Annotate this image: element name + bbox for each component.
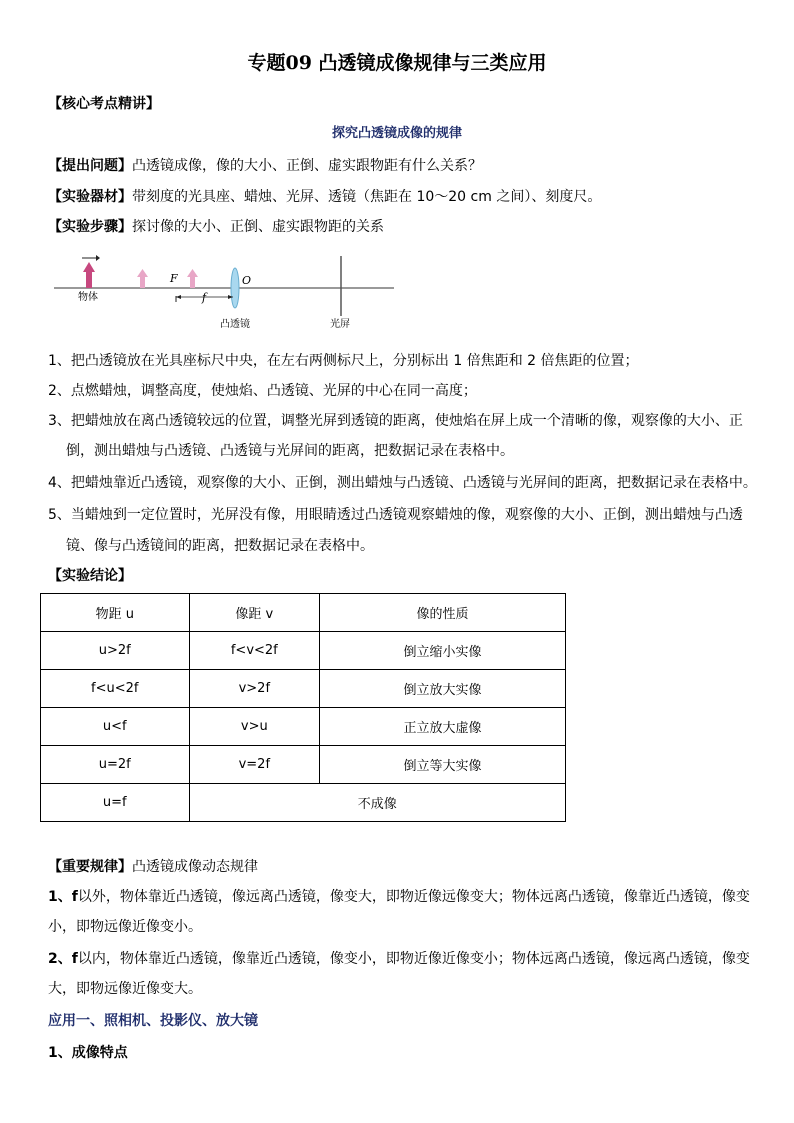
- imaging-rules-table: [40, 593, 566, 822]
- focal-length-label: f: [202, 291, 207, 304]
- table-cell: v>u: [189, 708, 320, 746]
- rule-1-prefix: 1、f: [48, 889, 78, 905]
- table-cell: v=2f: [189, 746, 320, 784]
- equipment-line: [48, 186, 601, 206]
- table-header-row: [41, 594, 566, 632]
- screen-label: 光屏: [330, 319, 350, 330]
- table-cell: u=2f: [41, 746, 190, 784]
- equipment-text: 带刻度的光具座、蜡烛、光屏、透镜（焦距在 10～20 cm 之间）、刻度尺。: [132, 189, 602, 205]
- table-cell: f<v<2f: [189, 632, 320, 670]
- table-cell: 倒立缩小实像: [320, 632, 566, 670]
- focus-label: F: [170, 272, 178, 285]
- table-cell: v>2f: [189, 670, 320, 708]
- rules-line: [48, 856, 258, 876]
- table-cell: u>2f: [41, 632, 190, 670]
- table-row: [41, 746, 566, 784]
- rule-2-prefix: 2、f: [48, 951, 78, 967]
- table-cell: u<f: [41, 708, 190, 746]
- table-cell-merged: 不成像: [189, 784, 565, 822]
- convex-lens-icon: [231, 268, 239, 308]
- object-label: 物体: [78, 292, 98, 303]
- imaging-features-heading: 1、成像特点: [48, 1045, 128, 1061]
- core-section-heading: 【核心考点精讲】: [48, 96, 160, 112]
- steps-intro-text: 探讨像的大小、正倒、虚实跟物距的关系: [132, 219, 384, 235]
- candle-position-icon: [137, 269, 148, 288]
- step-4: 4、把蜡烛靠近凸透镜，观察像的大小、正倒，测出蜡烛与凸透镜、凸透镜与光屏间的距离，把数据记录在表格中。: [48, 475, 757, 491]
- equipment-label: 【实验器材】: [48, 189, 132, 205]
- table-row: [41, 784, 566, 822]
- rule-1-text: 以外，物体靠近凸透镜，像远离凸透镜，像变大，即物近像远像变大；物体远离凸透镜，像靠近凸透镜，像变: [77, 889, 750, 905]
- question-label: 【提出问题】: [48, 158, 132, 174]
- rules-label: 【重要规律】: [48, 859, 132, 875]
- table-cell: 倒立等大实像: [320, 746, 566, 784]
- step-3-continued: 倒，测出蜡烛与凸透镜、凸透镜与光屏间的距离，把数据记录在表格中。: [66, 443, 514, 459]
- step-5: 5、当蜡烛到一定位置时，光屏没有像，用眼睛透过凸透镜观察蜡烛的像，观察像的大小、正倒，测出蜡烛与凸透: [48, 507, 743, 523]
- section-subheading: 探究凸透镜成像的规律: [331, 126, 462, 141]
- rule-2: [48, 948, 750, 968]
- optical-bench-diagram: [52, 252, 402, 334]
- step-1: 1、把凸透镜放在光具座标尺中央，在左右两侧标尺上，分别标出 1 倍焦距和 2 倍焦距的位置；: [48, 353, 639, 369]
- rule-1: [48, 886, 750, 906]
- conclusion-heading: 【实验结论】: [48, 568, 132, 584]
- step-5-continued: 镜、像与凸透镜间的距离，把数据记录在表格中。: [66, 538, 374, 554]
- table-header-cell: 像的性质: [320, 594, 566, 632]
- table-row: [41, 708, 566, 746]
- step-3: 3、把蜡烛放在离凸透镜较远的位置，调整光屏到透镜的距离，使烛焰在屏上成一个清晰的像，观察像的大小、正: [48, 413, 743, 429]
- rule-1-continued: 小，即物远像近像变小。: [48, 919, 202, 935]
- rules-text: 凸透镜成像动态规律: [132, 859, 258, 875]
- steps-label: 【实验步骤】: [48, 219, 132, 235]
- application-heading: 应用一、照相机、投影仪、放大镜: [48, 1013, 258, 1029]
- table-cell: f<u<2f: [41, 670, 190, 708]
- table-header-cell: 像距 v: [189, 594, 320, 632]
- table-cell: u=f: [41, 784, 190, 822]
- table-cell: 正立放大虚像: [320, 708, 566, 746]
- page-title: 专题09 凸透镜成像规律与三类应用: [247, 52, 547, 74]
- rule-2-continued: 大，即物远像近像变大。: [48, 981, 202, 997]
- object-arrow-icon: [82, 255, 100, 288]
- table-cell: 倒立放大实像: [320, 670, 566, 708]
- question-line: [48, 155, 482, 175]
- candle-position-icon: [187, 269, 198, 288]
- table-header-cell: 物距 u: [41, 594, 190, 632]
- optical-center-label: O: [242, 274, 252, 287]
- steps-intro-line: [48, 216, 384, 236]
- rule-2-text: 以内，物体靠近凸透镜，像靠近凸透镜，像变小，即物近像近像变小；物体远离凸透镜，像远离凸透镜，像变: [77, 951, 750, 967]
- step-2: 2、点燃蜡烛，调整高度，使烛焰、凸透镜、光屏的中心在同一高度；: [48, 383, 477, 399]
- table-row: [41, 632, 566, 670]
- table-row: [41, 670, 566, 708]
- lens-label: 凸透镜: [220, 319, 250, 330]
- question-text: 凸透镜成像，像的大小、正倒、虚实跟物距有什么关系？: [132, 158, 482, 174]
